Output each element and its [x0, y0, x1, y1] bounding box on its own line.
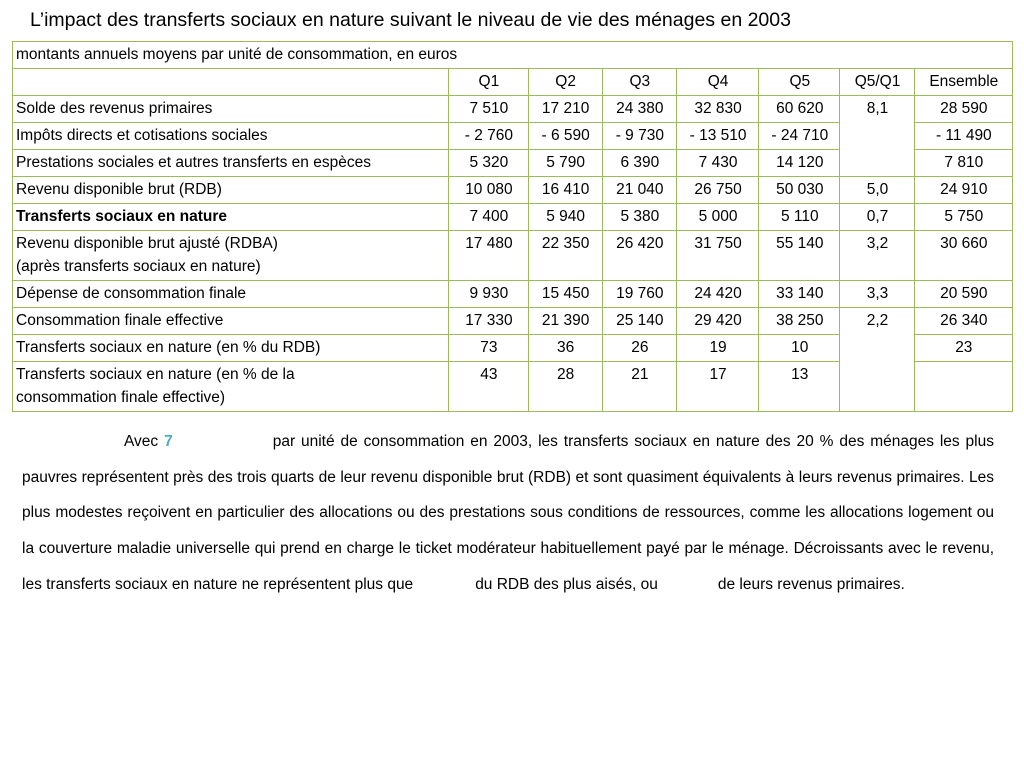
row-label-line: Prestations sociales et autres transferts en espèces [16, 154, 371, 171]
row-label-line: Impôts directs et cotisations sociales [16, 127, 268, 144]
table-row [13, 96, 1013, 123]
value-cell-q1: 7 510 [449, 96, 528, 123]
value-cell-q5: 50 030 [759, 177, 840, 204]
paragraph-part-4: de leurs revenus primaires. [717, 575, 905, 593]
row-label-line: Revenu disponible brut (RDB) [16, 181, 222, 198]
value-cell-q4: 29 420 [676, 308, 758, 335]
value-cell-q2: 21 390 [528, 308, 602, 335]
paragraph-part-2: par unité de consommation en 2003, les transferts sociaux en nature des 20 % des ménages les plus pauvres représentent près des trois quarts de leur revenu disponible brut (RDB) et sont quasiment équivalents à leurs revenus primaires. Les plus modestes reçoivent en particulier des allocations ou des prestations sous conditions de ressources, comme les allocations logement ou la couverture maladie universelle qui prend en charge le ticket modérateur habituellement payé par le ménage. Décroissants avec le revenu, les transferts sociaux en nature ne représentent plus que [22, 433, 994, 593]
value-cell-q2: 5 790 [528, 150, 602, 177]
table-row [13, 281, 1013, 308]
value-cell-q5: - 24 710 [759, 123, 840, 150]
value-cell-q1: 43 [449, 362, 528, 412]
value-cell-q2: 17 210 [528, 96, 602, 123]
row-label-line: (après transferts sociaux en nature) [16, 258, 261, 275]
row-label [13, 335, 449, 362]
value-cell-q5: 38 250 [759, 308, 840, 335]
ratio-cell: 3,3 [840, 281, 914, 308]
row-label [13, 204, 449, 231]
ratio-cell: 0,7 [840, 204, 914, 231]
value-cell-q5: 33 140 [759, 281, 840, 308]
ratio-cell: 8,1 [840, 96, 914, 177]
total-cell: 20 590 [914, 281, 1012, 308]
total-cell: 28 590 [914, 96, 1012, 123]
value-cell-q2: 5 940 [528, 204, 602, 231]
value-cell-q3: 6 390 [602, 150, 676, 177]
value-cell-q4: 31 750 [676, 231, 758, 281]
row-label-line: Consommation finale effective [16, 312, 224, 329]
value-cell-q2: 36 [528, 335, 602, 362]
row-label [13, 96, 449, 123]
total-cell: 7 810 [914, 150, 1012, 177]
header-cell-total: Ensemble [914, 69, 1012, 96]
header-cell-q1: Q1 [449, 69, 528, 96]
total-cell: 24 910 [914, 177, 1012, 204]
value-cell-q5: 13 [759, 362, 840, 412]
header-cell-q3: Q3 [602, 69, 676, 96]
value-cell-q4: 5 000 [676, 204, 758, 231]
row-label-line: Solde des revenus primaires [16, 100, 213, 117]
value-cell-q1: 17 330 [449, 308, 528, 335]
table-row [13, 308, 1013, 335]
value-cell-q5: 10 [759, 335, 840, 362]
total-cell: - 11 490 [914, 123, 1012, 150]
value-cell-q3: 25 140 [602, 308, 676, 335]
value-cell-q1: 73 [449, 335, 528, 362]
row-label [13, 308, 449, 335]
total-cell [914, 362, 1012, 412]
value-cell-q4: 17 [676, 362, 758, 412]
slide-title: L’impact des transferts sociaux en nature suivant le niveau de vie des ménages en 2003 [30, 9, 791, 31]
row-label [13, 150, 449, 177]
value-cell-q3: 21 [602, 362, 676, 412]
highlighted-value: 7 [164, 433, 173, 450]
row-label-line: Dépense de consommation finale [16, 285, 247, 302]
row-label-line: Transferts sociaux en nature [16, 208, 228, 225]
ratio-cell: 2,2 [840, 308, 914, 412]
row-label [13, 177, 449, 204]
value-cell-q4: - 13 510 [676, 123, 758, 150]
value-cell-q4: 32 830 [676, 96, 758, 123]
table-caption: montants annuels moyens par unité de consommation, en euros [13, 42, 1013, 69]
value-cell-q3: 26 [602, 335, 676, 362]
header-cell-ratio: Q5/Q1 [840, 69, 914, 96]
table-caption-row [13, 42, 1013, 69]
value-cell-q1: - 2 760 [449, 123, 528, 150]
value-cell-q4: 7 430 [676, 150, 758, 177]
row-label [13, 231, 449, 281]
value-cell-q2: 16 410 [528, 177, 602, 204]
value-cell-q1: 9 930 [449, 281, 528, 308]
value-cell-q3: 19 760 [602, 281, 676, 308]
value-cell-q4: 24 420 [676, 281, 758, 308]
value-cell-q3: 24 380 [602, 96, 676, 123]
data-table [12, 41, 1013, 412]
value-cell-q5: 5 110 [759, 204, 840, 231]
ratio-cell: 5,0 [840, 177, 914, 204]
value-cell-q2: 15 450 [528, 281, 602, 308]
value-cell-q2: 22 350 [528, 231, 602, 281]
row-label [13, 362, 449, 412]
row-label-line: Transferts sociaux en nature (en % du RDB) [16, 339, 321, 356]
row-label [13, 123, 449, 150]
header-cell-q4: Q4 [676, 69, 758, 96]
value-cell-q2: 28 [528, 362, 602, 412]
paragraph-part-3: du RDB des plus aisés, ou [475, 575, 658, 593]
total-cell: 26 340 [914, 308, 1012, 335]
header-cell-q2: Q2 [528, 69, 602, 96]
total-cell: 5 750 [914, 204, 1012, 231]
row-label-line: Revenu disponible brut ajusté (RDBA) [16, 235, 278, 252]
ratio-cell: 3,2 [840, 231, 914, 281]
row-label [13, 281, 449, 308]
table-header-row [13, 69, 1013, 96]
row-label-line: Transferts sociaux en nature (en % de la [16, 366, 295, 383]
paragraph-part-1: Avec [124, 433, 165, 450]
table-row [13, 204, 1013, 231]
row-label-line: consommation finale effective) [16, 389, 226, 406]
table-row [13, 231, 1013, 281]
table-row [13, 177, 1013, 204]
value-cell-q3: - 9 730 [602, 123, 676, 150]
value-cell-q3: 5 380 [602, 204, 676, 231]
total-cell: 23 [914, 335, 1012, 362]
value-cell-q4: 26 750 [676, 177, 758, 204]
value-cell-q2: - 6 590 [528, 123, 602, 150]
value-cell-q1: 7 400 [449, 204, 528, 231]
value-cell-q4: 19 [676, 335, 758, 362]
total-cell: 30 660 [914, 231, 1012, 281]
commentary-paragraph [22, 424, 994, 603]
value-cell-q1: 17 480 [449, 231, 528, 281]
value-cell-q5: 60 620 [759, 96, 840, 123]
value-cell-q3: 26 420 [602, 231, 676, 281]
value-cell-q3: 21 040 [602, 177, 676, 204]
value-cell-q1: 5 320 [449, 150, 528, 177]
header-cell-empty [13, 69, 449, 96]
header-cell-q5: Q5 [759, 69, 840, 96]
value-cell-q5: 55 140 [759, 231, 840, 281]
value-cell-q5: 14 120 [759, 150, 840, 177]
value-cell-q1: 10 080 [449, 177, 528, 204]
